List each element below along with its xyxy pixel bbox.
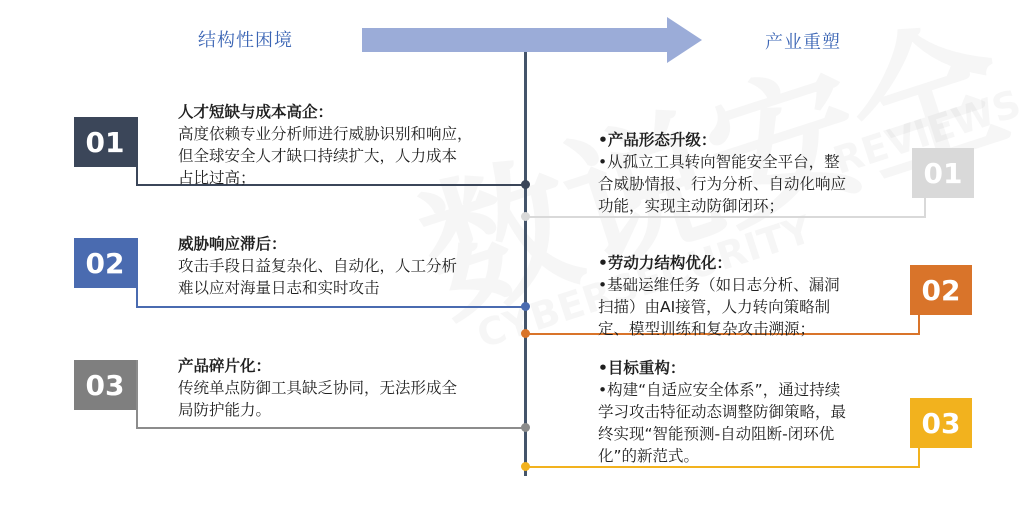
timeline-dot-right-2 xyxy=(521,329,530,338)
left-item-3-title: 产品碎片化： xyxy=(178,357,272,375)
left-item-1-line-3: 占比过高； xyxy=(178,169,256,187)
right-item-3-line-4: 化”的新范式。 xyxy=(598,447,700,465)
left-item-3-line-1: 传统单点防御工具缺乏协同，无法形成全 xyxy=(178,379,458,397)
left-item-2-line-2: 难以应对海量日志和实时攻击 xyxy=(178,279,380,297)
timeline-dot-left-3 xyxy=(521,423,530,432)
right-item-2-line-2: 扫描）由AI接管，人力转向策略制 xyxy=(598,298,831,316)
timeline-axis xyxy=(524,52,527,476)
right-item-1-title: •产品形态升级： xyxy=(598,131,717,149)
timeline-dot-left-2 xyxy=(521,302,530,311)
timeline-dot-right-3 xyxy=(521,462,530,471)
right-number-badge-1: 01 xyxy=(912,148,974,198)
left-item-1-title: 人才短缺与成本高企： xyxy=(178,103,334,121)
right-item-3-line-1: •构建“自适应安全体系”，通过持续 xyxy=(598,381,841,399)
left-number-badge-2: 02 xyxy=(74,238,136,288)
left-item-3-line-2: 局防护能力。 xyxy=(178,401,272,419)
timeline-dot-right-1 xyxy=(521,212,530,221)
right-item-3-line-3: 终实现“智能预测-自动阻断-闭环优 xyxy=(598,425,835,443)
header-right-label: 产业重塑 xyxy=(765,32,841,53)
right-item-1-line-1: •从孤立工具转向智能安全平台，整 xyxy=(598,153,840,171)
timeline-dot-left-1 xyxy=(521,180,530,189)
right-item-2 xyxy=(598,252,908,340)
header-left-label: 结构性困境 xyxy=(198,30,293,51)
left-number-badge-1: 01 xyxy=(74,117,136,167)
right-number-badge-3: 03 xyxy=(910,398,972,448)
left-item-3 xyxy=(178,355,518,421)
left-connector-vertical-3 xyxy=(136,360,138,428)
right-item-3 xyxy=(598,357,908,467)
left-number-badge-3: 03 xyxy=(74,360,136,410)
right-item-1 xyxy=(598,129,908,217)
header-arrow xyxy=(362,17,702,63)
left-connector-vertical-1 xyxy=(136,117,138,185)
right-number-badge-2: 02 xyxy=(910,265,972,315)
right-item-3-line-2: 学习攻击特征动态调整防御策略，最 xyxy=(598,403,847,421)
right-item-1-line-3: 功能，实现主动防御闭环； xyxy=(598,197,785,215)
right-item-1-line-2: 合威胁情报、行为分析、自动化响应 xyxy=(598,175,847,193)
right-item-2-title: •劳动力结构优化： xyxy=(598,254,732,272)
left-item-2-line-1: 攻击手段日益复杂化、自动化，人工分析 xyxy=(178,257,458,275)
right-item-2-line-3: 定、模型训练和复杂攻击溯源； xyxy=(598,320,816,338)
left-connector-horizontal-2 xyxy=(136,306,526,308)
left-item-1 xyxy=(178,101,518,189)
left-item-2 xyxy=(178,233,518,299)
right-item-2-line-1: •基础运维任务（如日志分析、漏洞 xyxy=(598,276,840,294)
left-item-2-title: 威胁响应滞后： xyxy=(178,235,287,253)
left-connector-vertical-2 xyxy=(136,238,138,307)
right-item-3-title: •目标重构： xyxy=(598,359,686,377)
left-item-1-line-1: 高度依赖专业分析师进行威胁识别和响应， xyxy=(178,125,473,143)
left-connector-horizontal-3 xyxy=(136,427,526,429)
left-item-1-line-2: 但全球安全人才缺口持续扩大，人力成本 xyxy=(178,147,458,165)
